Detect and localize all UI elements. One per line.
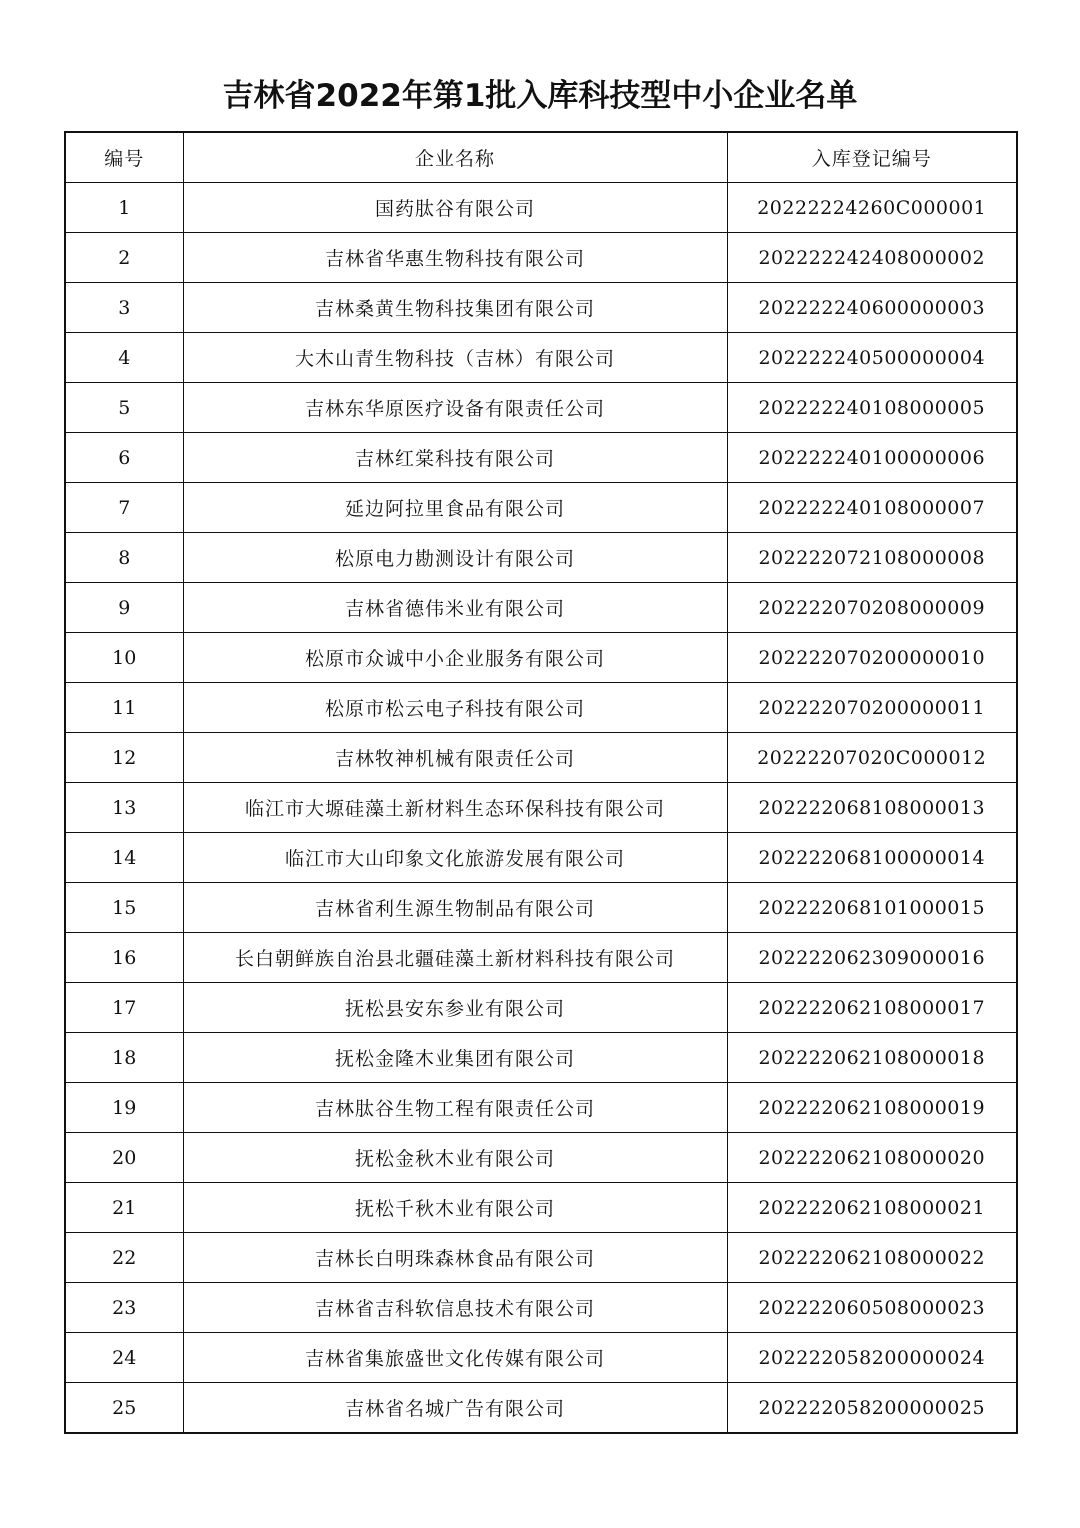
registration-number: 202222062309000016 [727, 933, 1017, 983]
header-number: 编号 [65, 132, 183, 183]
row-number: 10 [65, 633, 183, 683]
registration-number: 202222242408000002 [727, 233, 1017, 283]
registration-number: 202222070200000010 [727, 633, 1017, 683]
row-number: 25 [65, 1383, 183, 1434]
enterprise-name: 吉林省集旅盛世文化传媒有限公司 [183, 1333, 727, 1383]
registration-number: 202222240500000004 [727, 333, 1017, 383]
enterprise-name: 吉林省利生源生物制品有限公司 [183, 883, 727, 933]
row-number: 23 [65, 1283, 183, 1333]
enterprise-name: 吉林东华原医疗设备有限责任公司 [183, 383, 727, 433]
enterprise-name: 抚松千秋木业有限公司 [183, 1183, 727, 1233]
registration-number: 202222062108000021 [727, 1183, 1017, 1233]
row-number: 4 [65, 333, 183, 383]
header-registration-number: 入库登记编号 [727, 132, 1017, 183]
row-number: 2 [65, 233, 183, 283]
table-row [65, 1183, 1017, 1233]
enterprise-name: 吉林省华惠生物科技有限公司 [183, 233, 727, 283]
registration-number: 202222062108000019 [727, 1083, 1017, 1133]
row-number: 21 [65, 1183, 183, 1233]
table-row [65, 633, 1017, 683]
registration-number: 20222207020C000012 [727, 733, 1017, 783]
table-row [65, 1233, 1017, 1283]
row-number: 18 [65, 1033, 183, 1083]
enterprise-name: 吉林肽谷生物工程有限责任公司 [183, 1083, 727, 1133]
table-row [65, 183, 1017, 233]
enterprise-name: 临江市大塬硅藻土新材料生态环保科技有限公司 [183, 783, 727, 833]
enterprise-table [64, 131, 1018, 1434]
table-row [65, 833, 1017, 883]
registration-number: 202222070208000009 [727, 583, 1017, 633]
row-number: 7 [65, 483, 183, 533]
row-number: 6 [65, 433, 183, 483]
enterprise-name: 松原电力勘测设计有限公司 [183, 533, 727, 583]
table-header [65, 132, 1017, 183]
registration-number: 202222068101000015 [727, 883, 1017, 933]
enterprise-name: 国药肽谷有限公司 [183, 183, 727, 233]
registration-number: 202222062108000017 [727, 983, 1017, 1033]
row-number: 22 [65, 1233, 183, 1283]
table-row [65, 583, 1017, 633]
enterprise-name: 延边阿拉里食品有限公司 [183, 483, 727, 533]
row-number: 24 [65, 1333, 183, 1383]
table-row [65, 533, 1017, 583]
registration-number: 202222240600000003 [727, 283, 1017, 333]
registration-number: 202222062108000020 [727, 1133, 1017, 1183]
enterprise-name: 松原市众诚中小企业服务有限公司 [183, 633, 727, 683]
table-row [65, 1383, 1017, 1434]
table-body [65, 183, 1017, 1434]
registration-number: 202222062108000018 [727, 1033, 1017, 1083]
enterprise-name: 长白朝鲜族自治县北疆硅藻土新材料科技有限公司 [183, 933, 727, 983]
registration-number: 202222072108000008 [727, 533, 1017, 583]
header-enterprise-name: 企业名称 [183, 132, 727, 183]
page-title: 吉林省2022年第1批入库科技型中小企业名单 [222, 78, 858, 114]
table-row [65, 783, 1017, 833]
row-number: 15 [65, 883, 183, 933]
row-number: 14 [65, 833, 183, 883]
row-number: 19 [65, 1083, 183, 1133]
row-number: 20 [65, 1133, 183, 1183]
table-row [65, 333, 1017, 383]
registration-number: 202222068100000014 [727, 833, 1017, 883]
enterprise-name: 吉林长白明珠森林食品有限公司 [183, 1233, 727, 1283]
table-row [65, 1133, 1017, 1183]
registration-number: 202222060508000023 [727, 1283, 1017, 1333]
row-number: 8 [65, 533, 183, 583]
row-number: 1 [65, 183, 183, 233]
enterprise-name: 抚松金秋木业有限公司 [183, 1133, 727, 1183]
registration-number: 202222068108000013 [727, 783, 1017, 833]
row-number: 17 [65, 983, 183, 1033]
table-row [65, 283, 1017, 333]
enterprise-name: 吉林红棠科技有限公司 [183, 433, 727, 483]
row-number: 16 [65, 933, 183, 983]
table-row [65, 683, 1017, 733]
table-row [65, 983, 1017, 1033]
registration-number: 202222062108000022 [727, 1233, 1017, 1283]
table-row [65, 933, 1017, 983]
enterprise-name: 吉林牧神机械有限责任公司 [183, 733, 727, 783]
enterprise-name: 抚松金隆木业集团有限公司 [183, 1033, 727, 1083]
table-row [65, 383, 1017, 433]
enterprise-name: 吉林省吉科软信息技术有限公司 [183, 1283, 727, 1333]
table-row [65, 1083, 1017, 1133]
row-number: 12 [65, 733, 183, 783]
enterprise-name: 松原市松云电子科技有限公司 [183, 683, 727, 733]
registration-number: 202222240108000005 [727, 383, 1017, 433]
row-number: 3 [65, 283, 183, 333]
table-row [65, 1033, 1017, 1083]
table-row [65, 733, 1017, 783]
registration-number: 202222070200000011 [727, 683, 1017, 733]
row-number: 11 [65, 683, 183, 733]
table-row [65, 1283, 1017, 1333]
row-number: 13 [65, 783, 183, 833]
table-row [65, 483, 1017, 533]
registration-number: 202222058200000024 [727, 1333, 1017, 1383]
enterprise-name: 吉林省德伟米业有限公司 [183, 583, 727, 633]
table-row [65, 1333, 1017, 1383]
enterprise-name: 抚松县安东参业有限公司 [183, 983, 727, 1033]
registration-number: 20222224260C000001 [727, 183, 1017, 233]
registration-number: 202222058200000025 [727, 1383, 1017, 1434]
table-row [65, 883, 1017, 933]
enterprise-name: 临江市大山印象文化旅游发展有限公司 [183, 833, 727, 883]
registration-number: 202222240108000007 [727, 483, 1017, 533]
enterprise-name: 大木山青生物科技（吉林）有限公司 [183, 333, 727, 383]
enterprise-name: 吉林省名城广告有限公司 [183, 1383, 727, 1434]
table-row [65, 433, 1017, 483]
row-number: 5 [65, 383, 183, 433]
registration-number: 202222240100000006 [727, 433, 1017, 483]
row-number: 9 [65, 583, 183, 633]
header-row [65, 132, 1017, 183]
enterprise-name: 吉林桑黄生物科技集团有限公司 [183, 283, 727, 333]
table-row [65, 233, 1017, 283]
